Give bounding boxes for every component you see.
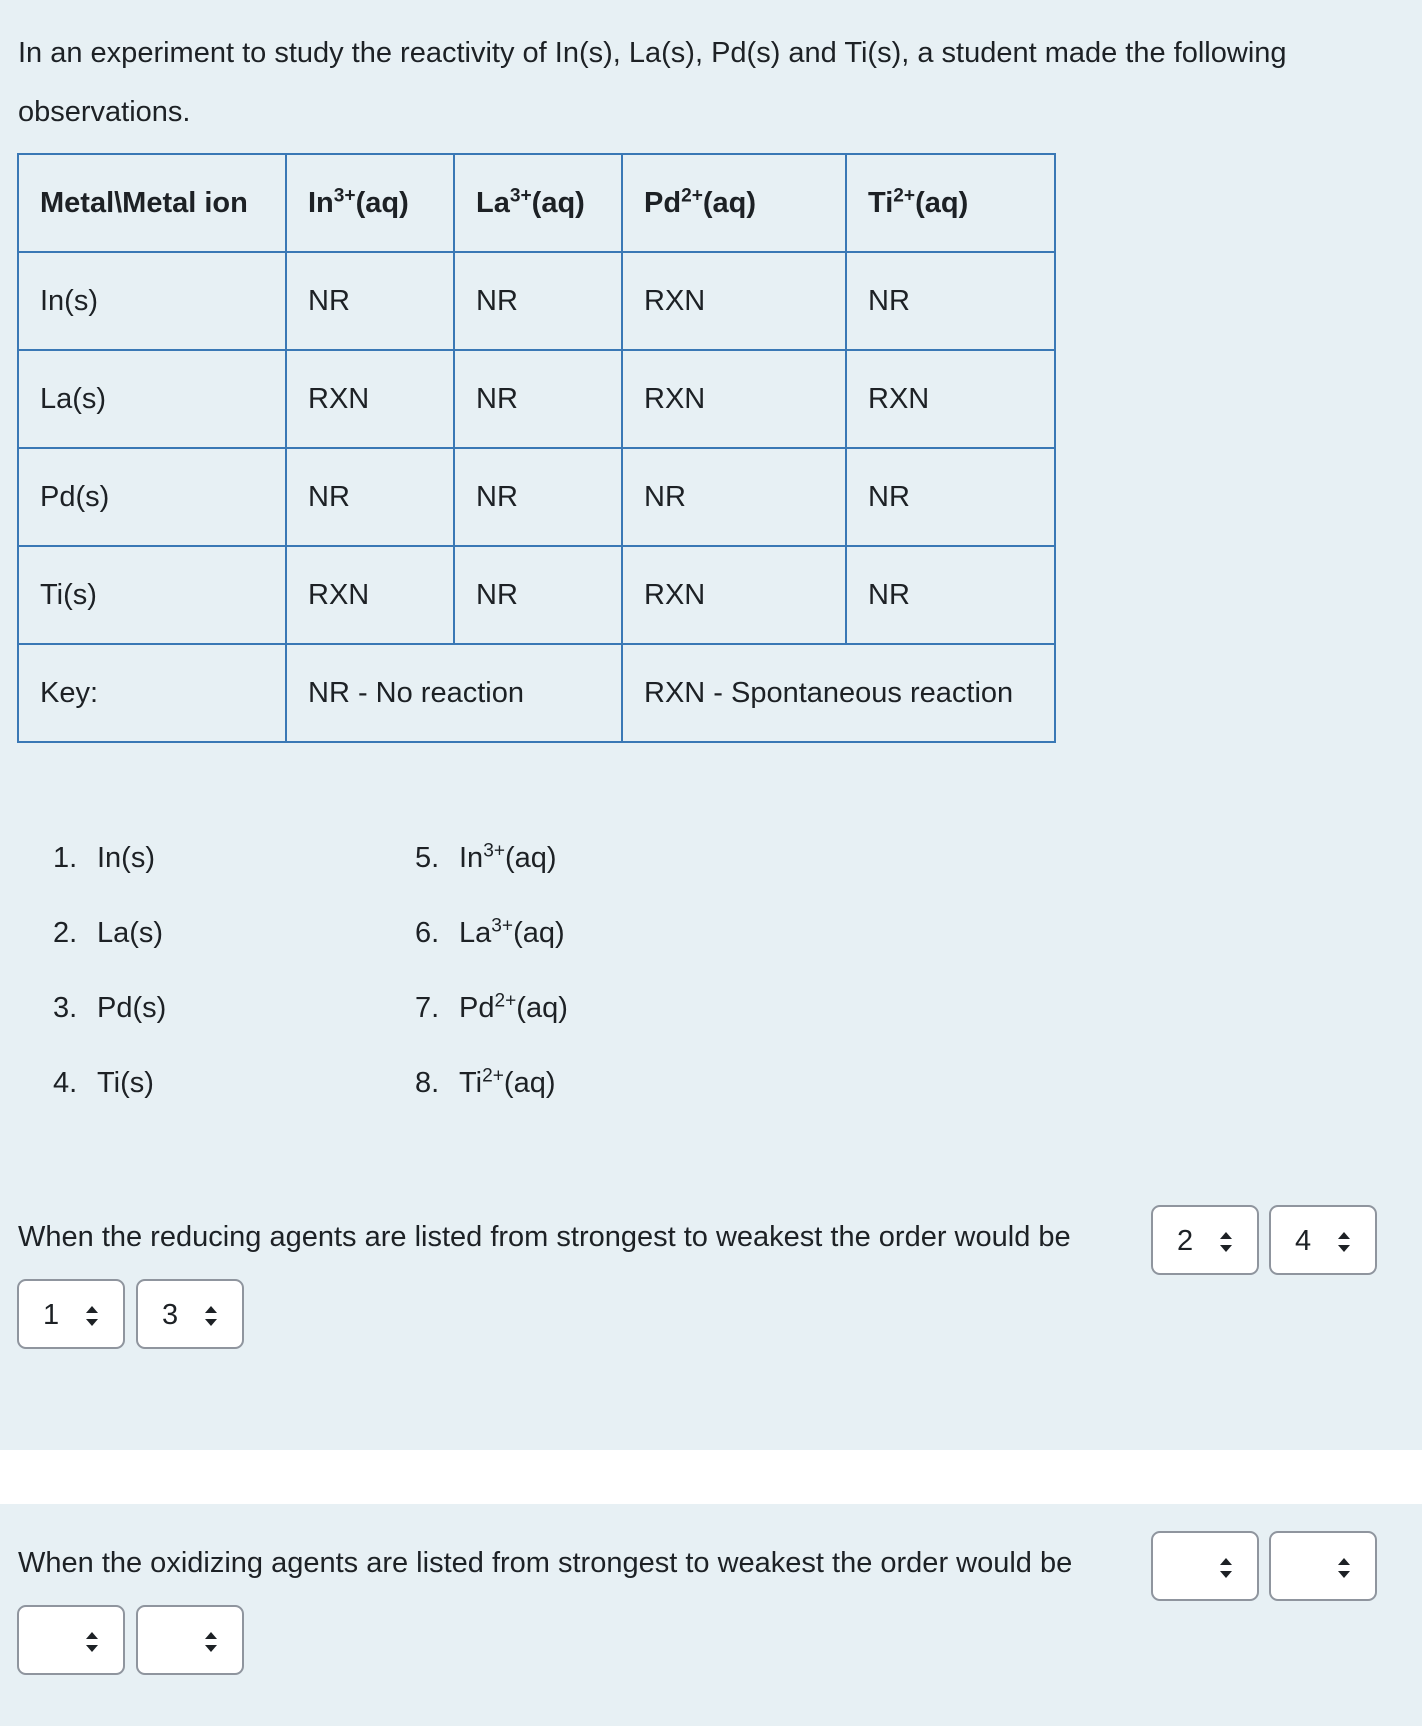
header-ion: $Pd^{2+}(aq)$ [622,154,846,252]
select-value: 3 [162,1299,179,1331]
ions-list [415,828,568,1128]
observations-table [17,153,1056,743]
select-value: 4 [1295,1225,1312,1257]
reducing-order-select-2[interactable] [1269,1205,1377,1275]
key-nr: NR - No reaction [286,644,622,742]
metal-cell: In(s) [18,252,286,350]
list-item: 1. In(s) [53,842,155,874]
table-row [18,350,1055,448]
sort-arrows-icon [204,1303,218,1329]
sort-arrows-icon [1337,1555,1351,1581]
select-value: 1 [43,1299,60,1331]
result-cell: RXN [622,252,846,350]
table-row [18,448,1055,546]
result-cell: NR [846,252,1055,350]
result-cell: NR [846,546,1055,644]
key-rxn: RXN - Spontaneous reaction [622,644,1055,742]
metal-cell: Pd(s) [18,448,286,546]
header-ion: $In^{3+}(aq)$ [286,154,454,252]
sort-arrows-icon [1219,1229,1233,1255]
table-row [18,252,1055,350]
list-item: 7. $Pd^{2+}(aq)$ [415,990,568,1024]
sort-arrows-icon [85,1629,99,1655]
key-label: Key: [18,644,286,742]
result-cell: RXN [622,350,846,448]
list-item: 5. $In^{3+}(aq)$ [415,840,557,874]
sort-arrows-icon [204,1629,218,1655]
list-item: 6. $La^{3+}(aq)$ [415,915,565,949]
result-cell: NR [286,448,454,546]
list-item: 8. $Ti^{2+}(aq)$ [415,1065,556,1099]
result-cell: NR [454,448,622,546]
reducing-order-select-3[interactable] [17,1279,125,1349]
result-cell: NR [622,448,846,546]
question-panel-2 [0,1504,1422,1726]
oxidizing-order-select-4[interactable] [136,1605,244,1675]
sort-arrows-icon [1337,1229,1351,1255]
oxidizing-order-select-2[interactable] [1269,1531,1377,1601]
result-cell: NR [454,546,622,644]
select-value: 2 [1177,1225,1194,1257]
header-corner: Metal\Metal ion [18,154,286,252]
table-header-row [18,154,1055,252]
sort-arrows-icon [1219,1555,1233,1581]
metal-cell: Ti(s) [18,546,286,644]
header-ion: $La^{3+}(aq)$ [454,154,622,252]
result-cell: RXN [286,350,454,448]
reducing-order-select-1[interactable] [1151,1205,1259,1275]
reducing-order-select-4[interactable] [136,1279,244,1349]
result-cell: NR [454,350,622,448]
header-ion: $Ti^{2+}(aq)$ [846,154,1055,252]
reducing-agents-question: When the reducing agents are listed from strongest to weakest the order would be [18,1221,1071,1253]
result-cell: RXN [286,546,454,644]
result-cell: RXN [622,546,846,644]
list-item: 2. La(s) [53,917,164,949]
oxidizing-order-select-1[interactable] [1151,1531,1259,1601]
key-row [18,644,1055,742]
sort-arrows-icon [85,1303,99,1329]
list-item: 3. Pd(s) [53,992,167,1024]
result-cell: NR [454,252,622,350]
result-cell: NR [846,448,1055,546]
intro-text: In an experiment to study the reactivity of In(s), La(s), Pd(s) and Ti(s), a student made the following observations. [18,37,1287,128]
list-item: 4. Ti(s) [53,1067,154,1099]
result-cell: RXN [846,350,1055,448]
metal-cell: La(s) [18,350,286,448]
oxidizing-order-select-3[interactable] [17,1605,125,1675]
oxidizing-agents-question: When the oxidizing agents are listed from strongest to weakest the order would be [18,1547,1073,1579]
result-cell: NR [286,252,454,350]
table-row [18,546,1055,644]
metals-list [53,828,166,1128]
